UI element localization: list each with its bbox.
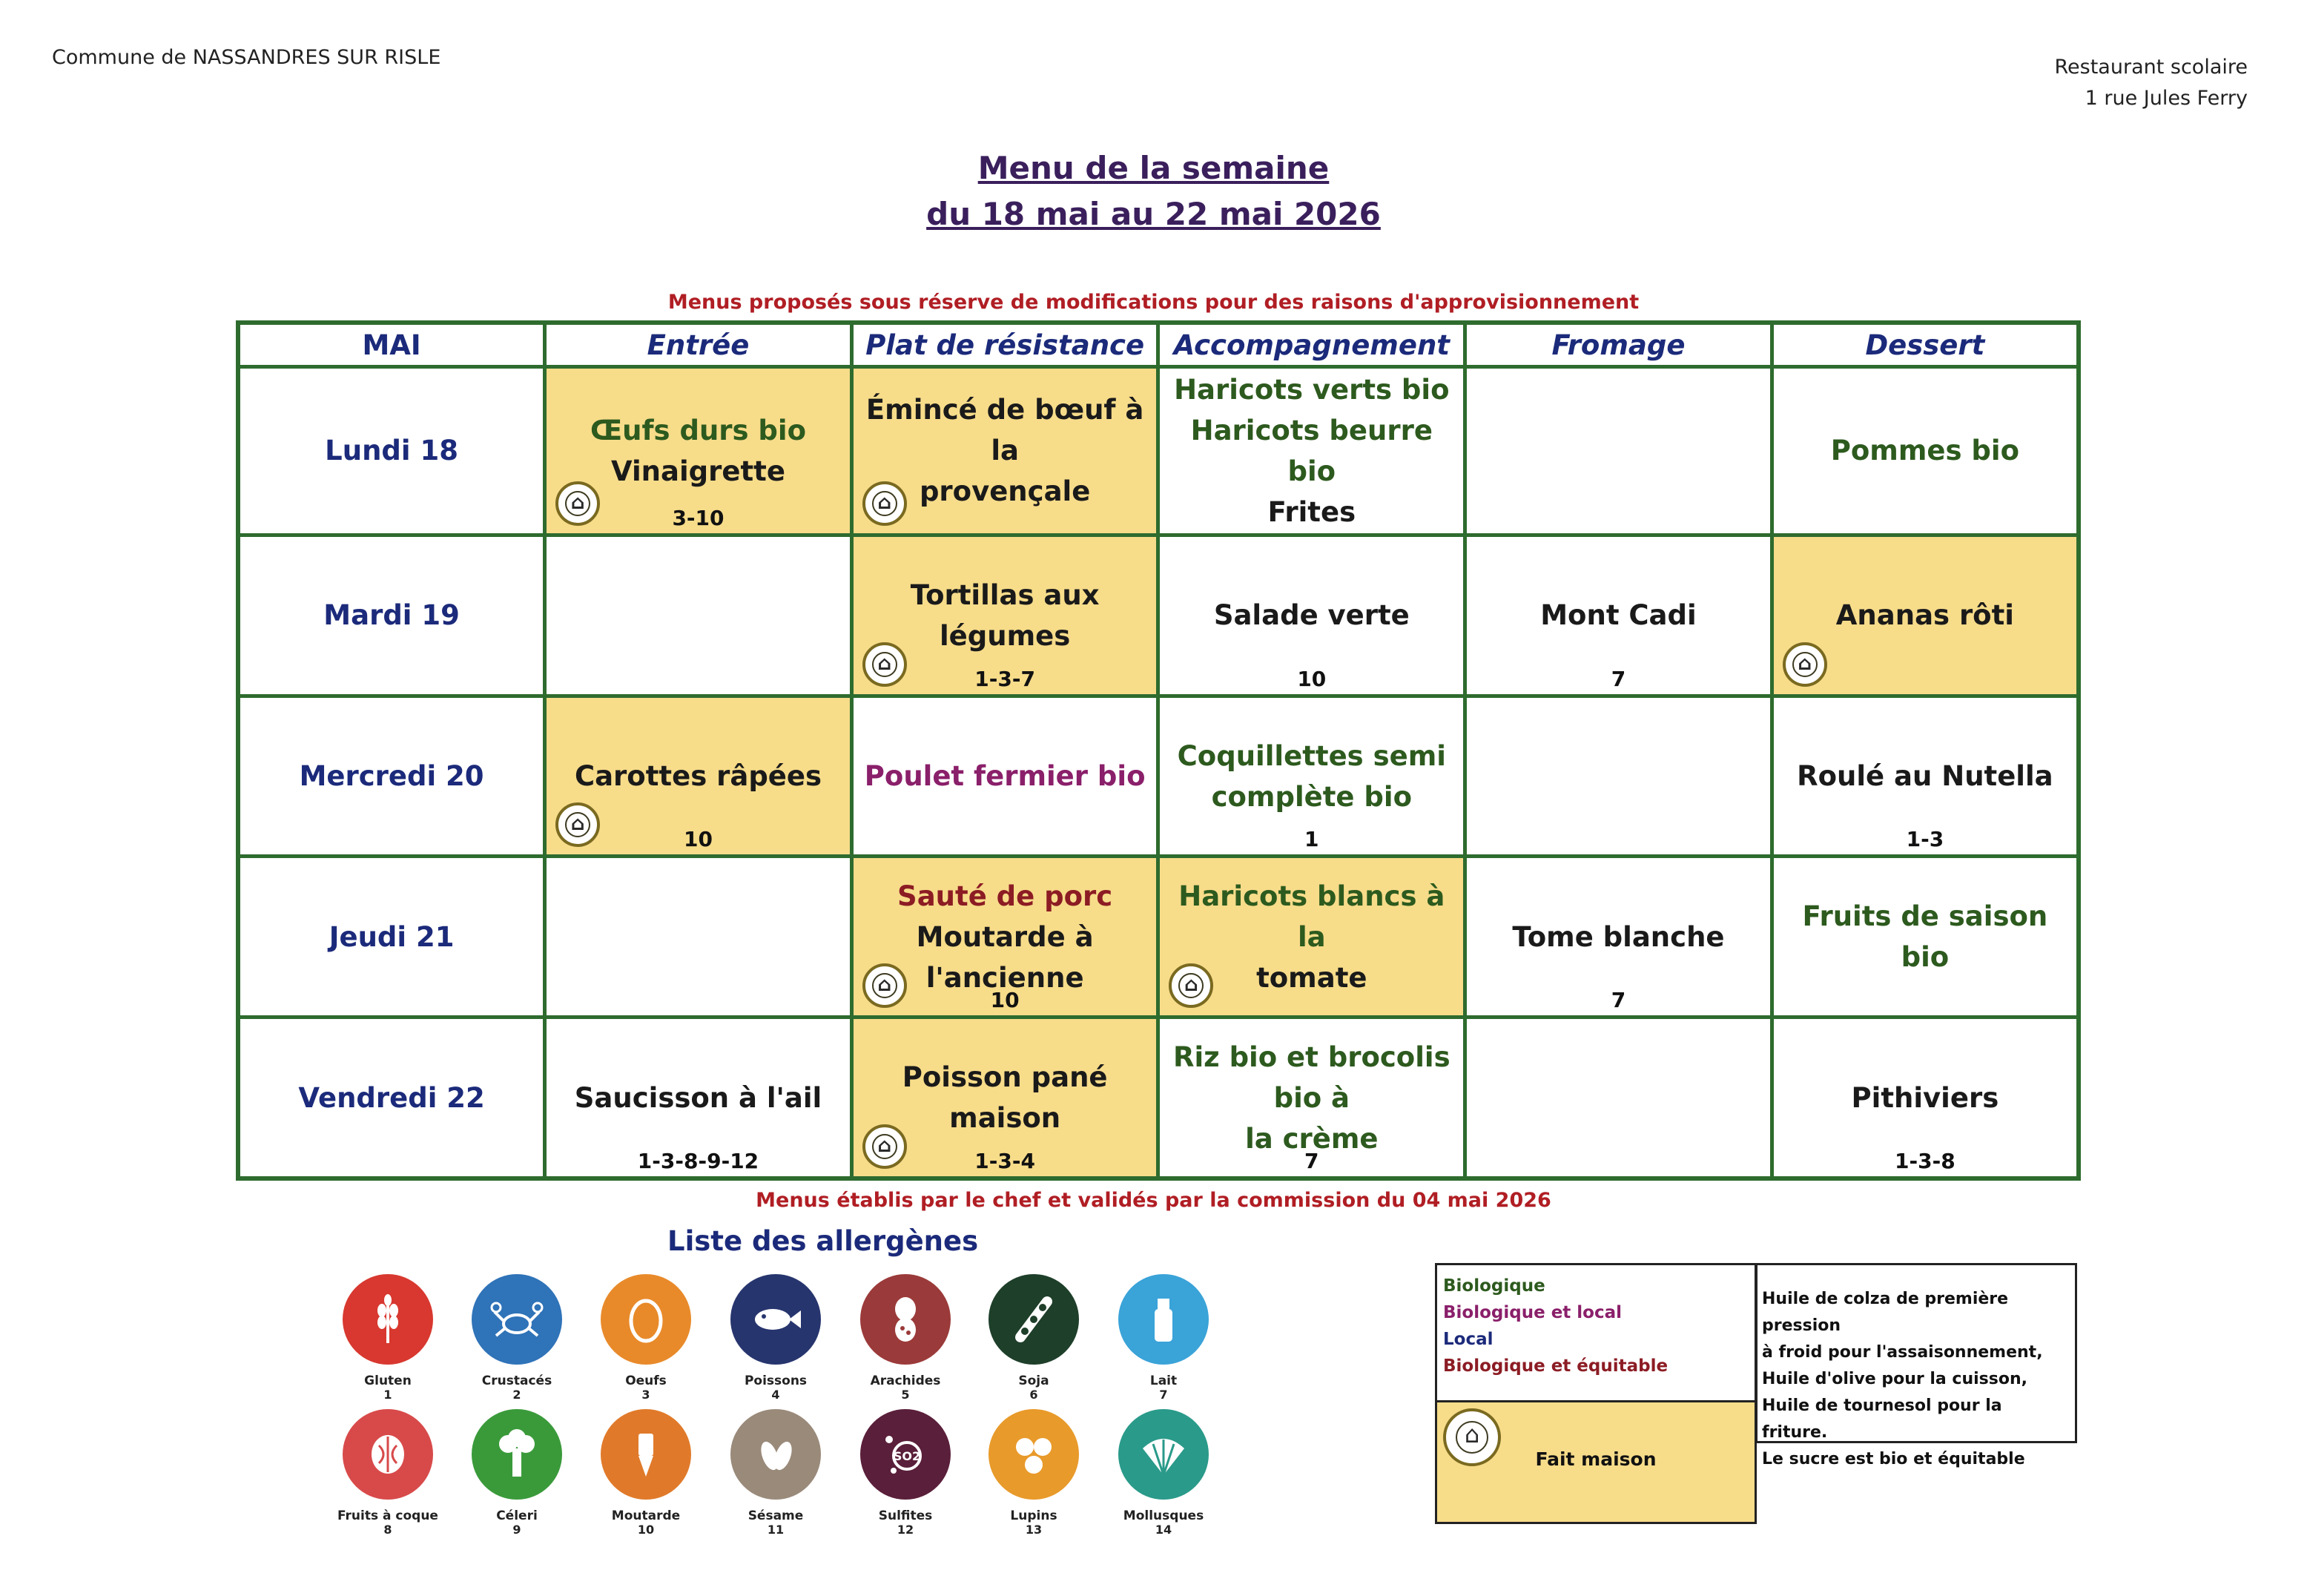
dish-line: Tome blanche [1512, 920, 1725, 953]
allergen-name: Crustacés [481, 1374, 552, 1388]
egg-icon [601, 1274, 691, 1365]
mustard-icon [601, 1409, 691, 1500]
sesame-icon [730, 1409, 821, 1500]
allergen-name: Sulfites [878, 1508, 933, 1523]
dish-line: la crème [1245, 1122, 1379, 1155]
menu-cell-dessert [1772, 857, 2079, 1018]
legend-local: Local [1443, 1330, 1494, 1349]
allergen-name: Céleri [496, 1508, 538, 1523]
menu-cell-fromage [1465, 1018, 1772, 1178]
title-line-1: Menu de la semaine [977, 150, 1330, 186]
allergen-name: Lupins [1010, 1508, 1057, 1523]
day-label: Mardi 19 [238, 535, 545, 696]
menu-cell-plat [851, 857, 1158, 1018]
menu-cell-accompagnement [1158, 1018, 1465, 1178]
allergen-number: 13 [1025, 1523, 1043, 1537]
fait-maison-label: Fait maison [1535, 1448, 1657, 1470]
allergen-number: 5 [901, 1388, 910, 1402]
menu-cell-entree [545, 857, 852, 1018]
page-title [0, 145, 2307, 237]
allergen-name: Fruits à coque [337, 1508, 438, 1523]
sulfite-icon [860, 1409, 951, 1500]
allergen-number: 2 [512, 1388, 521, 1402]
allergen-item [971, 1274, 1097, 1402]
allergen-number: 14 [1155, 1523, 1172, 1537]
allergen-name: Mollusques [1123, 1508, 1204, 1523]
validation-note: Menus établis par le chef et validés par la commission du 04 mai 2026 [756, 1189, 1551, 1212]
dish-line: Tortillas aux légumes [910, 578, 1100, 652]
oil-note-line: Huile d'olive pour la cuisson, [1762, 1370, 2027, 1388]
legend-bio: Biologique [1443, 1276, 1545, 1296]
menu-cell-fromage [1465, 857, 1772, 1018]
menu-cell-plat [851, 1018, 1158, 1178]
menu-cell-entree [545, 696, 852, 857]
legend-bio-equitable: Biologique et équitable [1443, 1356, 1669, 1376]
table-row [238, 535, 2079, 696]
allergen-item [971, 1409, 1097, 1537]
dish-line: Œufs durs bio [590, 414, 807, 446]
dish-line: Frites [1267, 495, 1356, 528]
fait-maison-badge-icon [1783, 642, 1827, 687]
menu-cell-dessert [1772, 1018, 2079, 1178]
label-legend-list [1437, 1265, 1755, 1402]
dish-line: Haricots beurre bio [1190, 414, 1433, 487]
allergen-item [583, 1409, 709, 1537]
milk-icon [1118, 1274, 1209, 1365]
menu-cell-dessert [1772, 367, 2079, 535]
allergen-item [842, 1409, 968, 1537]
crab-icon [472, 1274, 562, 1365]
allergen-number: 9 [512, 1523, 521, 1537]
allergen-codes: 1-3-4 [974, 1149, 1035, 1173]
table-row [238, 367, 2079, 535]
menu-cell-entree [545, 1018, 852, 1178]
dish-line: Pithiviers [1851, 1081, 1999, 1114]
dish-line: Salade verte [1213, 599, 1410, 632]
dish-line: Saucisson à l'ail [574, 1081, 822, 1114]
dish-line: Haricots verts bio [1174, 373, 1450, 406]
oil-note-line: Huile de colza de première pression [1762, 1290, 2009, 1335]
allergen-codes: 1-3-8 [1895, 1149, 1955, 1173]
fait-maison-legend [1437, 1402, 1755, 1522]
supply-notice: Menus proposés sous réserve de modifications pour des raisons d'approvisionnement [667, 291, 1640, 314]
allergen-item [713, 1274, 839, 1402]
allergen-codes: 10 [990, 988, 1020, 1013]
oil-note-line: Huile de tournesol pour la friture. [1762, 1396, 2002, 1442]
allergen-codes: 1-3-8-9-12 [637, 1149, 759, 1173]
allergens-title: Liste des allergènes [667, 1225, 979, 1257]
allergen-item [583, 1274, 709, 1402]
allergen-codes: 3-10 [672, 505, 725, 530]
allergen-codes: 7 [1304, 1149, 1319, 1173]
table-row [238, 696, 2079, 857]
restaurant-street: 1 rue Jules Ferry [2085, 87, 2248, 110]
dish-line: complète bio [1211, 780, 1412, 813]
restaurant-address [2055, 52, 2248, 114]
col-header-entree: Entrée [545, 323, 852, 367]
allergen-item [1100, 1409, 1227, 1537]
col-header-fromage: Fromage [1465, 323, 1772, 367]
allergen-number: 12 [897, 1523, 914, 1537]
fish-icon [730, 1274, 821, 1365]
menu-cell-accompagnement [1158, 857, 1465, 1018]
dish-line: Carottes râpées [574, 760, 822, 793]
allergen-codes: 7 [1611, 666, 1626, 691]
col-header-accompagnement: Accompagnement [1158, 323, 1465, 367]
allergen-codes: 10 [1297, 666, 1327, 691]
allergen-number: 7 [1159, 1388, 1168, 1402]
fait-maison-badge-icon [1169, 963, 1213, 1008]
menu-cell-entree [545, 367, 852, 535]
celery-icon [472, 1409, 562, 1500]
title-line-2: du 18 mai au 22 mai 2026 [926, 196, 1381, 232]
allergen-name: Soja [1018, 1374, 1049, 1388]
day-label: Mercredi 20 [238, 696, 545, 857]
menu-cell-entree [545, 535, 852, 696]
menu-cell-plat [851, 535, 1158, 696]
day-label: Jeudi 21 [238, 857, 545, 1018]
table-row [238, 857, 2079, 1018]
weekly-menu-table [236, 320, 2081, 1181]
allergen-codes: 1-3 [1906, 827, 1944, 852]
menu-cell-plat [851, 367, 1158, 535]
wheat-icon [343, 1274, 433, 1365]
label-legend [1435, 1263, 1757, 1524]
table-row [238, 1018, 2079, 1178]
restaurant-name: Restaurant scolaire [2054, 56, 2248, 79]
dish-line: Émincé de bœuf à la [865, 394, 1144, 467]
col-header-month: MAI [238, 323, 545, 367]
dish-line: Poulet fermier bio [864, 760, 1146, 793]
menu-cell-dessert [1772, 535, 2079, 696]
dish-line: Haricots blancs à la [1178, 880, 1445, 953]
commune-name: Commune de NASSANDRES SUR RISLE [52, 46, 441, 69]
allergen-codes: 10 [684, 827, 713, 852]
allergen-item [325, 1274, 451, 1402]
allergen-number: 10 [637, 1523, 655, 1537]
lupin-icon [989, 1409, 1079, 1500]
allergen-name: Oeufs [625, 1374, 667, 1388]
nut-icon [343, 1409, 433, 1500]
allergen-item [842, 1274, 968, 1402]
allergen-number: 1 [383, 1388, 392, 1402]
dish-line: Ananas rôti [1835, 599, 2014, 632]
allergen-item [454, 1274, 580, 1402]
menu-cell-accompagnement [1158, 696, 1465, 857]
dish-line: Riz bio et brocolis bio à [1172, 1041, 1450, 1114]
dish-line: tomate [1256, 961, 1367, 994]
menu-cell-plat [851, 696, 1158, 857]
menu-cell-fromage [1465, 696, 1772, 857]
peanut-icon [860, 1274, 951, 1365]
menu-cell-dessert [1772, 696, 2079, 857]
menu-cell-fromage [1465, 535, 1772, 696]
allergen-name: Gluten [364, 1374, 412, 1388]
menu-cell-accompagnement [1158, 535, 1465, 696]
col-header-dessert: Dessert [1772, 323, 2079, 367]
dish-line: Sauté de porc [897, 880, 1113, 912]
oil-note-line: à froid pour l'assaisonnement, [1762, 1343, 2043, 1362]
allergen-name: Arachides [870, 1374, 941, 1388]
oil-note-line: Le sucre est bio et équitable [1762, 1450, 2025, 1468]
allergen-item [713, 1409, 839, 1537]
day-label: Vendredi 22 [238, 1018, 545, 1178]
allergen-number: 11 [767, 1523, 785, 1537]
day-label: Lundi 18 [238, 367, 545, 535]
allergen-codes: 1 [1304, 827, 1319, 852]
svg-text:SO2: SO2 [893, 1449, 921, 1463]
dish-line: provençale [919, 475, 1091, 508]
legend-bio-local: Biologique et local [1443, 1303, 1623, 1322]
oil-notes [1755, 1263, 2077, 1468]
dish-line: Vinaigrette [611, 455, 785, 487]
menu-cell-fromage [1465, 367, 1772, 535]
dish-line: Mont Cadi [1540, 599, 1697, 632]
dish-line: Roulé au Nutella [1797, 760, 2053, 793]
allergen-item [1100, 1274, 1227, 1402]
allergen-codes: 1-3-7 [974, 666, 1035, 691]
header-row [238, 323, 2079, 367]
allergen-name: Poissons [744, 1374, 808, 1388]
allergen-name: Moutarde [611, 1508, 681, 1523]
menu-cell-accompagnement [1158, 367, 1465, 535]
allergen-number: 4 [771, 1388, 780, 1402]
fait-maison-badge-icon [862, 481, 907, 526]
dish-line: Poisson pané maison [902, 1061, 1108, 1135]
allergen-number: 6 [1029, 1388, 1038, 1402]
dish-line: Coquillettes semi [1177, 739, 1446, 772]
allergen-number: 3 [641, 1388, 650, 1402]
allergen-name: Sésame [747, 1508, 804, 1523]
col-header-plat: Plat de résistance [851, 323, 1158, 367]
shell-icon [1118, 1409, 1209, 1500]
soy-icon [989, 1274, 1079, 1365]
dish-line: Moutarde à l'ancienne [916, 920, 1094, 994]
dish-line: Fruits de saison bio [1802, 900, 2048, 974]
allergen-codes: 7 [1611, 988, 1626, 1013]
allergen-number: 8 [383, 1523, 392, 1537]
allergen-name: Lait [1149, 1374, 1178, 1388]
allergen-item [454, 1409, 580, 1537]
allergen-item [325, 1409, 451, 1537]
dish-line: Pommes bio [1830, 435, 2019, 467]
